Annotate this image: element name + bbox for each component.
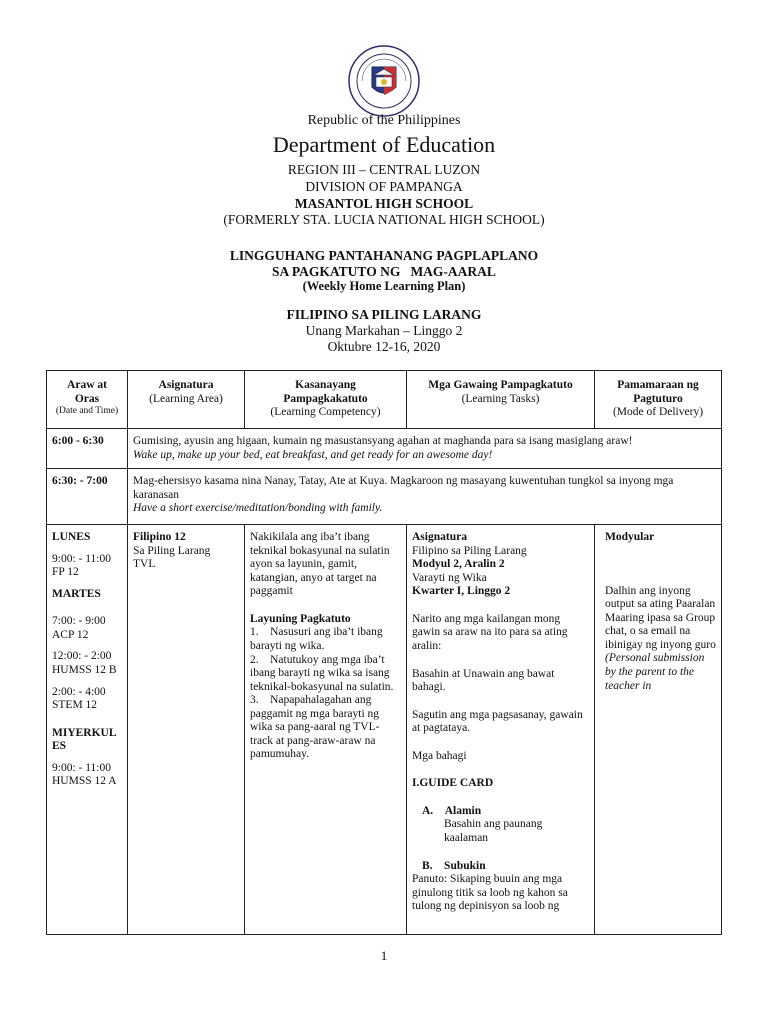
- header-label: Pampagkakatuto: [283, 392, 368, 405]
- guide-card-title: I.GUIDE CARD: [412, 777, 494, 790]
- task-subject: Filipino sa Piling Larang: [412, 544, 527, 557]
- row-time: 6:00 - 6:30: [47, 429, 128, 469]
- plan-title-3: (Weekly Home Learning Plan): [302, 279, 466, 293]
- activity-text: Gumising, ayusin ang higaan, kumain ng masustansyang agahan at maghanda para sa isang masiglang araw!: [133, 435, 633, 447]
- header-label: Pamamaraan ng: [617, 379, 699, 391]
- task-module: Modyul 2, Aralin 2: [412, 558, 505, 571]
- header-label: Mga Gawaing Pampagkatuto: [428, 379, 573, 391]
- activity-text: Mag-ehersisyo kasama nina Nanay, Tatay, Ate at Kuya. Magkaroon ng masayang kuwentuhan tungkol sa inyong mga karanasan: [133, 475, 674, 501]
- objectives-list: [250, 626, 401, 762]
- class-section: HUMSS 12 A: [52, 775, 117, 788]
- header-sublabel: (Date and Time): [55, 406, 119, 417]
- quarter-line: Unang Markahan – Linggo 2: [305, 323, 463, 338]
- task-subject-label: Asignatura: [412, 531, 467, 543]
- header-label: Kasanayang: [295, 379, 356, 391]
- header-sublabel: (Learning Tasks): [461, 392, 540, 405]
- dates-line: Oktubre 12-16, 2020: [327, 339, 441, 354]
- day-label: ES: [52, 740, 67, 753]
- objective-number: 2.: [250, 653, 259, 666]
- objective-number: 1.: [250, 626, 259, 639]
- deped-seal: [348, 45, 420, 117]
- part-letter: A.: [422, 804, 434, 817]
- task-parts-label: Mga bahagi: [412, 749, 467, 762]
- objective-text: Nasusuri ang iba’t ibang barayti ng wika.: [250, 626, 383, 652]
- part-a: [412, 805, 589, 846]
- objective-item: [250, 694, 401, 762]
- schedule-cell: [47, 525, 128, 935]
- day-label: MARTES: [52, 587, 101, 600]
- plan-title-2: SA PAGKATUTO NG MAG-AARAL: [272, 264, 496, 279]
- part-letter: B.: [422, 859, 433, 872]
- class-time: 9:00: - 11:00: [52, 761, 111, 774]
- header-tasks: [407, 371, 595, 429]
- row-activity: [128, 469, 722, 525]
- activity-english: Wake up, make up your bed, eat breakfast, and get ready for an awesome day!: [133, 448, 493, 461]
- class-section: ACP 12: [52, 628, 89, 641]
- class-time: 7:00: - 9:00: [52, 615, 106, 628]
- tasks-cell: [407, 525, 595, 935]
- header-sublabel: (Mode of Delivery): [612, 406, 704, 419]
- header-sublabel: (Learning Area): [149, 392, 223, 405]
- learning-plan-table: [46, 370, 722, 935]
- objective-number: 3.: [250, 694, 259, 707]
- school-name: MASANTOL HIGH SCHOOL: [294, 196, 474, 211]
- task-intro: Narito ang mga kailangan mong gawin sa araw na ito para sa ating aralin:: [412, 612, 568, 652]
- task-quarter: Kwarter I, Linggo 2: [412, 585, 511, 598]
- table-row: [47, 525, 722, 935]
- formerly-line: (FORMERLY STA. LUCIA NATIONAL HIGH SCHOOL): [223, 212, 545, 227]
- task-step: Basahin at Unawain ang bawat bahagi.: [412, 667, 555, 694]
- header-competency: [245, 371, 407, 429]
- department-title: Department of Education: [272, 132, 496, 157]
- header-label: Asignatura: [158, 379, 214, 391]
- class-time: 12:00: - 2:00: [52, 650, 112, 663]
- task-step: Sagutin ang mga pagsasanay, gawain at pagtataya.: [412, 708, 583, 735]
- header-learning-area: [128, 371, 245, 429]
- header-sublabel: (Learning Competency): [270, 406, 381, 419]
- region-line: REGION III – CENTRAL LUZON: [287, 162, 481, 177]
- delivery-mode: Modyular: [605, 531, 655, 543]
- header-date-time: [47, 371, 128, 429]
- republic-line: Republic of the Philippines: [307, 113, 461, 128]
- plan-title-1: LINGGUHANG PANTAHANANG PAGPLAPLANO: [229, 248, 539, 263]
- header-label: Araw at: [67, 379, 107, 391]
- class-time: 2:00: - 4:00: [52, 685, 106, 698]
- activity-english: Have a short exercise/meditation/bonding with family.: [133, 502, 383, 515]
- subject-title: FILIPINO SA PILING LARANG: [286, 307, 482, 322]
- area-title: Filipino 12: [133, 531, 186, 543]
- objective-text: Napapahalagahan ang paggamit ng mga barayti ng wika sa pang-aaral ng TVL-track at pang-araw-araw na pamumuhay.: [250, 694, 380, 761]
- class-section: FP 12: [52, 566, 79, 579]
- part-b: [412, 860, 589, 874]
- area-line: TVL: [133, 558, 156, 571]
- division-line: DIVISION OF PAMPANGA: [305, 179, 463, 194]
- learning-area-cell: [128, 525, 245, 935]
- part-text: Panuto: Sikaping buuin ang mga ginulong titik sa loob ng kahon sa tulong ng depinisyon sa loob ng: [412, 873, 568, 913]
- objective-text: Natutukoy ang mga iba’t ibang barayti ng wika sa isang teknikal-bokasyunal na sulatin.: [250, 653, 394, 693]
- table-row: [47, 469, 722, 525]
- class-section: HUMSS 12 B: [52, 663, 117, 676]
- part-title: Alamin: [444, 804, 482, 817]
- part-text: Basahin ang paunang kaalaman: [444, 818, 543, 844]
- objective-item: [250, 654, 401, 695]
- task-topic: Varayti ng Wika: [412, 571, 487, 584]
- delivery-text: Dalhin ang inyong output sa ating Paaralan Maaring ipasa sa Group chat, o sa email na ibinigay ng inyong guro: [605, 584, 716, 651]
- objectives-title: Layuning Pagkatuto: [250, 612, 351, 625]
- header-delivery: [595, 371, 722, 429]
- class-section: STEM 12: [52, 699, 98, 712]
- part-title: Subukin: [444, 859, 486, 872]
- day-label: LUNES: [52, 531, 91, 543]
- header-label: Pagtuturo: [633, 392, 683, 405]
- delivery-cell: [595, 525, 722, 935]
- class-time: 9:00: - 11:00: [52, 552, 111, 565]
- delivery-note: (Personal submission by the parent to the teacher in: [605, 652, 705, 692]
- header-label: Oras: [74, 392, 100, 405]
- row-time: 6:30: - 7:00: [47, 469, 128, 525]
- competency-cell: [245, 525, 407, 935]
- table-header-row: [47, 371, 722, 429]
- table-row: [47, 429, 722, 469]
- day-label: MIYERKUL: [52, 726, 117, 739]
- row-activity: [128, 429, 722, 469]
- area-line: Sa Piling Larang: [133, 544, 211, 557]
- competency-text: Nakikilala ang iba’t ibang teknikal bokasyunal na sulatin ayon sa layunin, gamit, katangian, anyo at target na paggamit: [250, 531, 390, 598]
- page-number: 1: [380, 948, 388, 963]
- objective-item: [250, 626, 401, 653]
